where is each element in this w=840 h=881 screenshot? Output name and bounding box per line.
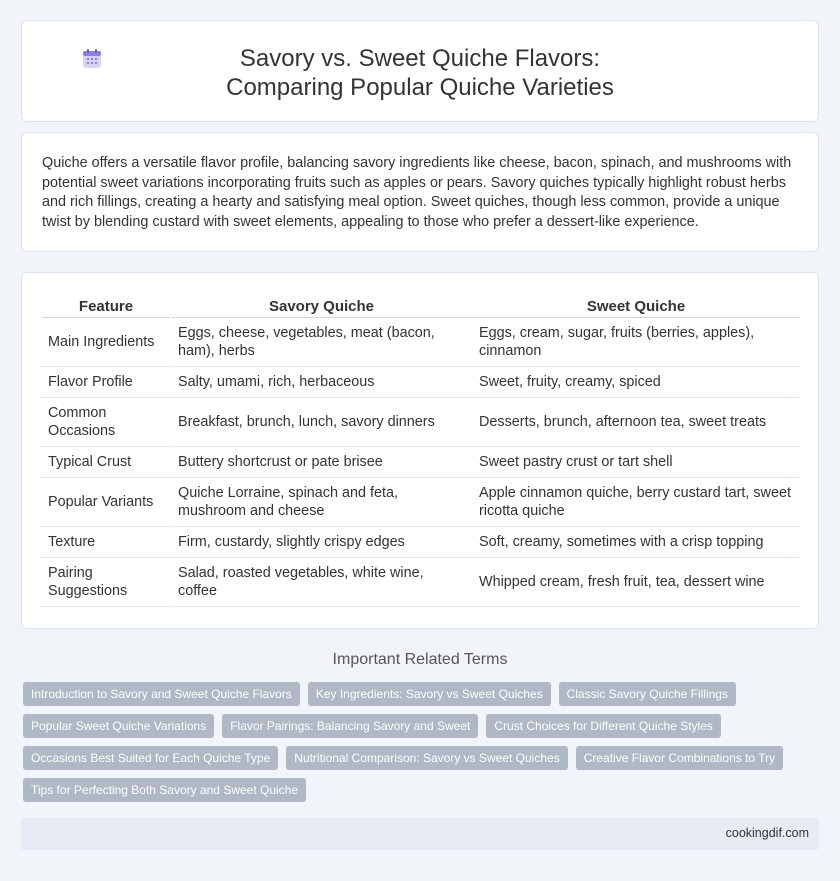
comparison-table (42, 297, 799, 607)
related-term-tag[interactable]: Occasions Best Suited for Each Quiche Type (23, 746, 278, 770)
intro-card (21, 132, 819, 252)
related-term-tag[interactable]: Creative Flavor Combinations to Try (576, 746, 783, 770)
table-cell: Buttery shortcrust or pate brisee (171, 446, 472, 477)
table-cell: Common Occasions (42, 397, 171, 446)
related-term-tag[interactable]: Introduction to Savory and Sweet Quiche Flavors (23, 682, 300, 706)
related-terms-list (23, 682, 813, 810)
table-row (42, 446, 799, 477)
related-term-tag[interactable]: Key Ingredients: Savory vs Sweet Quiches (308, 682, 551, 706)
table-cell: Breakfast, brunch, lunch, savory dinners (171, 397, 472, 446)
page-title (22, 44, 818, 102)
table-cell: Sweet, fruity, creamy, spiced (472, 366, 799, 397)
table-cell: Flavor Profile (42, 366, 171, 397)
related-term-tag[interactable]: Flavor Pairings: Balancing Savory and Sweet (222, 714, 478, 738)
table-cell: Texture (42, 526, 171, 557)
table-cell: Soft, creamy, sometimes with a crisp topping (472, 526, 799, 557)
table-row (42, 317, 799, 366)
footer-site-link[interactable]: cookingdif.com (725, 826, 809, 840)
related-term-tag[interactable]: Classic Savory Quiche Fillings (559, 682, 736, 706)
table-cell: Popular Variants (42, 477, 171, 526)
table-cell: Typical Crust (42, 446, 171, 477)
table-cell: Eggs, cream, sugar, fruits (berries, apples), cinnamon (472, 317, 799, 366)
table-cell: Desserts, brunch, afternoon tea, sweet treats (472, 397, 799, 446)
table-cell: Pairing Suggestions (42, 557, 171, 606)
related-term-tag[interactable]: Nutritional Comparison: Savory vs Sweet Quiches (286, 746, 567, 770)
table-cell: Sweet pastry crust or tart shell (472, 446, 799, 477)
related-term-tag[interactable]: Crust Choices for Different Quiche Styles (486, 714, 721, 738)
table-row (42, 397, 799, 446)
header-card (21, 20, 819, 122)
related-term-tag[interactable]: Popular Sweet Quiche Variations (23, 714, 214, 738)
related-terms-title: Important Related Terms (332, 651, 508, 668)
table-cell: Firm, custardy, slightly crispy edges (171, 526, 472, 557)
table-row (42, 477, 799, 526)
table-cell: Quiche Lorraine, spinach and feta, mushroom and cheese (171, 477, 472, 526)
header-sweet: Sweet Quiche (472, 297, 799, 317)
table-cell: Salad, roasted vegetables, white wine, coffee (171, 557, 472, 606)
related-term-tag[interactable]: Tips for Perfecting Both Savory and Sweet Quiche (23, 778, 306, 802)
comparison-card (21, 272, 819, 629)
footer (21, 818, 819, 850)
table-cell: Main Ingredients (42, 317, 171, 366)
table-cell: Whipped cream, fresh fruit, tea, dessert wine (472, 557, 799, 606)
header-feature: Feature (42, 297, 171, 317)
table-cell: Salty, umami, rich, herbaceous (171, 366, 472, 397)
table-cell: Apple cinnamon quiche, berry custard tart, sweet ricotta quiche (472, 477, 799, 526)
intro-paragraph: Quiche offers a versatile flavor profile, balancing savory ingredients like cheese, bacon, spinach, and mushrooms with potential sweet variations incorporating fruits such as apples or pears. Savory quiches typically highlight robust herbs and rich fillings, creating a hearty and satisfying meal option. Sweet quiches, though less common, provide a unique twist by blending custard with sweet elements, appealing to those who prefer a dessert-like experience. (42, 155, 792, 230)
table-cell: Eggs, cheese, vegetables, meat (bacon, ham), herbs (171, 317, 472, 366)
page-title-text: Savory vs. Sweet Quiche Flavors: Comparing Popular Quiche Varieties (226, 45, 614, 101)
table-header-row (42, 297, 799, 317)
table-row (42, 557, 799, 606)
table-row (42, 526, 799, 557)
table-row (42, 366, 799, 397)
header-savory: Savory Quiche (171, 297, 472, 317)
